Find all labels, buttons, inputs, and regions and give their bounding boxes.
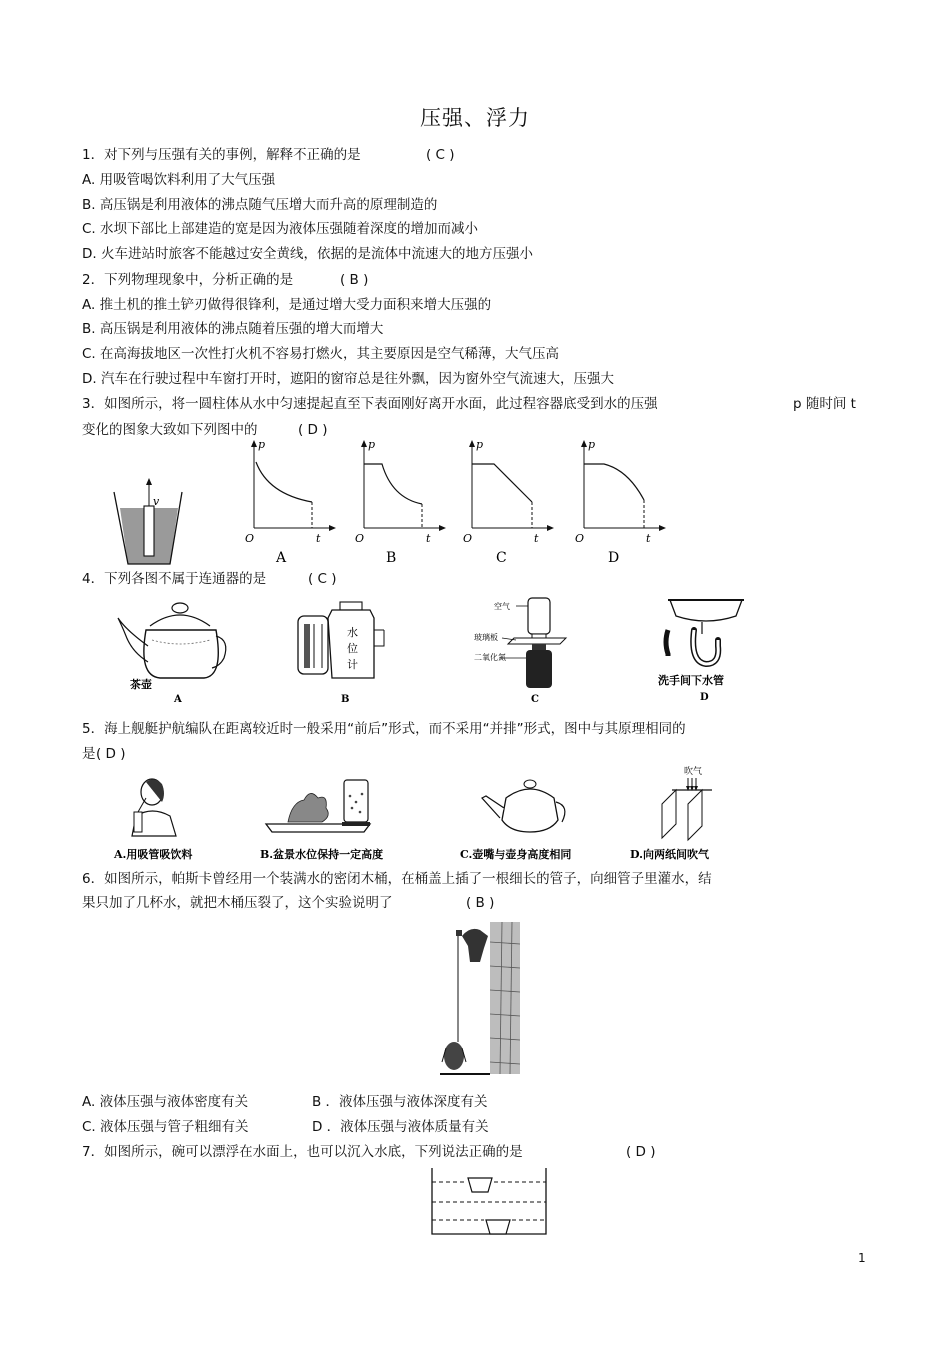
q5-paper-blow-figure (628, 762, 738, 864)
blow-label: 吹气 (684, 767, 703, 777)
q2-option-d: D. 汽车在行驶过程中车窗打开时，遮阳的窗帘总是往外飘，因为窗外空气流速大，压强大 (82, 371, 614, 387)
q5-kettle-figure (458, 772, 598, 864)
q7-answer: ( D ) (626, 1144, 656, 1160)
q5-stem: 5．海上舰艇护航编队在距离较近时一般采用“前后”形式，而不采用“并排”形式，图中与其原理相同的 (82, 721, 686, 737)
q1-option-c: C. 水坝下部比上部建造的宽是因为液体压强随着深度的增加而减小 (82, 221, 479, 237)
curve (364, 464, 422, 504)
svg-text:计: 计 (347, 658, 358, 671)
q2-option-b: B. 高压锅是利用液体的沸点随着压强的增大而增大 (82, 321, 384, 337)
axis-t-label: t (316, 532, 321, 545)
barrel (444, 1042, 464, 1070)
q6-stem-line2: 果只加了几杯水，就把木桶压裂了，这个实验说明了 (82, 895, 393, 911)
gauge-label: 水 (347, 626, 358, 639)
q6-option-d: D ．液体压强与液体质量有关 (312, 1119, 489, 1135)
q7-stem: 7．如图所示，碗可以漂浮在水面上，也可以沉入水底，下列说法正确的是 (82, 1144, 523, 1160)
q4-boiler-figure (292, 596, 392, 708)
page-number: 1 (858, 1251, 866, 1265)
q3-stem-tail: p 随时间 t (793, 396, 856, 412)
q1-option-a: A. 用吸管喝饮料利用了大气压强 (82, 172, 276, 188)
q5-drinking-straw-figure (110, 772, 230, 864)
q3-stem: 3．如图所示，将一圆柱体从水中匀速提起直至下表面刚好离开水面，此过程容器底受到水的压强 (82, 396, 658, 412)
graph-letter: C (496, 550, 507, 564)
graph-letter: B (386, 550, 397, 564)
graph-letter: A (276, 550, 287, 564)
glass-plate-label: 玻璃板 (474, 633, 498, 642)
caption-d: D.向两纸间吹气 (630, 848, 709, 861)
origin-label: O (245, 532, 255, 545)
velocity-label: v (153, 495, 160, 508)
curve (472, 464, 532, 502)
figure-letter: B (341, 694, 350, 705)
q5-answer: ( D ) (96, 746, 126, 762)
q2-stem: 2．下列物理现象中，分析正确的是 (82, 272, 294, 288)
floating-bowl (468, 1178, 492, 1192)
sunken-bowl (486, 1220, 510, 1234)
arrow-up-icon (146, 478, 152, 485)
q5-stem-line2: 是 (82, 746, 96, 762)
q4-answer: ( C ) (308, 571, 337, 587)
axis-t-label: t (426, 532, 431, 545)
q4-drain-figure (650, 594, 762, 708)
q6-answer: ( B ) (466, 895, 495, 911)
curve (256, 462, 312, 502)
gauge-water (304, 624, 310, 668)
figure-letter: A (174, 694, 182, 705)
axis-p-label: p (258, 438, 266, 451)
q4-gas-jar-figure (470, 594, 590, 708)
no2-label: 二氧化氮 (474, 653, 506, 662)
q3-graph-a (240, 436, 340, 564)
axis-t-label: t (534, 532, 539, 545)
q3-stem-line2: 变化的图象大致如下列图中的 (82, 422, 258, 438)
q3-graph-b (350, 436, 450, 564)
caption-c: C.壶嘴与壶身高度相同 (460, 848, 572, 861)
q1-stem: 1．对下列与压强有关的事例，解释不正确的是 (82, 147, 361, 163)
air-label: 空气 (494, 602, 510, 611)
axis-p-label: p (476, 438, 484, 451)
graph-letter: D (608, 550, 620, 564)
svg-text:位: 位 (347, 642, 358, 655)
q3-container-figure (108, 478, 190, 568)
origin-label: O (355, 532, 365, 545)
q4-stem: 4．下列各图不属于连通器的是 (82, 571, 267, 587)
q1-option-d: D. 火车进站时旅客不能越过安全黄线，依据的是流体中流速大的地方压强小 (82, 246, 533, 262)
dark-gas-jar (526, 650, 552, 688)
curve (584, 464, 644, 500)
q2-option-c: C. 在高海拔地区一次性打火机不容易打燃火，其主要原因是空气稀薄，大气压高 (82, 346, 560, 362)
q2-option-a: A. 推土机的推土铲刃做得很锋利，是通过增大受力面积来增大压强的 (82, 297, 492, 313)
origin-label: O (463, 532, 473, 545)
q4-teapot-figure (112, 596, 232, 706)
figure-letter: C (531, 694, 539, 705)
origin-label: O (575, 532, 585, 545)
q1-answer: ( C ) (426, 147, 455, 163)
q6-option-b: B ．液体压强与液体深度有关 (312, 1094, 488, 1110)
q5-bonsai-figure (258, 772, 418, 864)
q2-answer: ( B ) (340, 272, 369, 288)
q7-bowl-figure (430, 1168, 550, 1238)
caption-a: A.用吸管吸饮料 (114, 848, 193, 861)
q3-graph-d (570, 436, 670, 564)
axis-p-label: p (588, 438, 596, 451)
q6-option-a: A. 液体压强与液体密度有关 (82, 1094, 249, 1110)
q3-answer: ( D ) (298, 422, 328, 438)
q6-stem: 6．如图所示，帕斯卡曾经用一个装满水的密闭木桶，在桶盖上插了一根细长的管子，向细管子里灌水，结 (82, 871, 712, 887)
axis-p-label: p (368, 438, 376, 451)
cylinder (144, 506, 154, 556)
q1-option-b: B. 高压锅是利用液体的沸点随气压增大而升高的原理制造的 (82, 197, 438, 213)
axis-t-label: t (646, 532, 651, 545)
caption-b: B.盆景水位保持一定高度 (260, 848, 384, 861)
figure-letter: D (700, 692, 709, 703)
teapot-caption: 茶壶 (130, 678, 152, 691)
q6-pascal-barrel-figure (440, 922, 522, 1080)
page-title: 压强、浮力 (420, 106, 530, 130)
q3-graph-c (458, 436, 558, 564)
q6-option-c: C. 液体压强与管子粗细有关 (82, 1119, 249, 1135)
drain-caption: 洗手间下水管 (658, 674, 724, 687)
